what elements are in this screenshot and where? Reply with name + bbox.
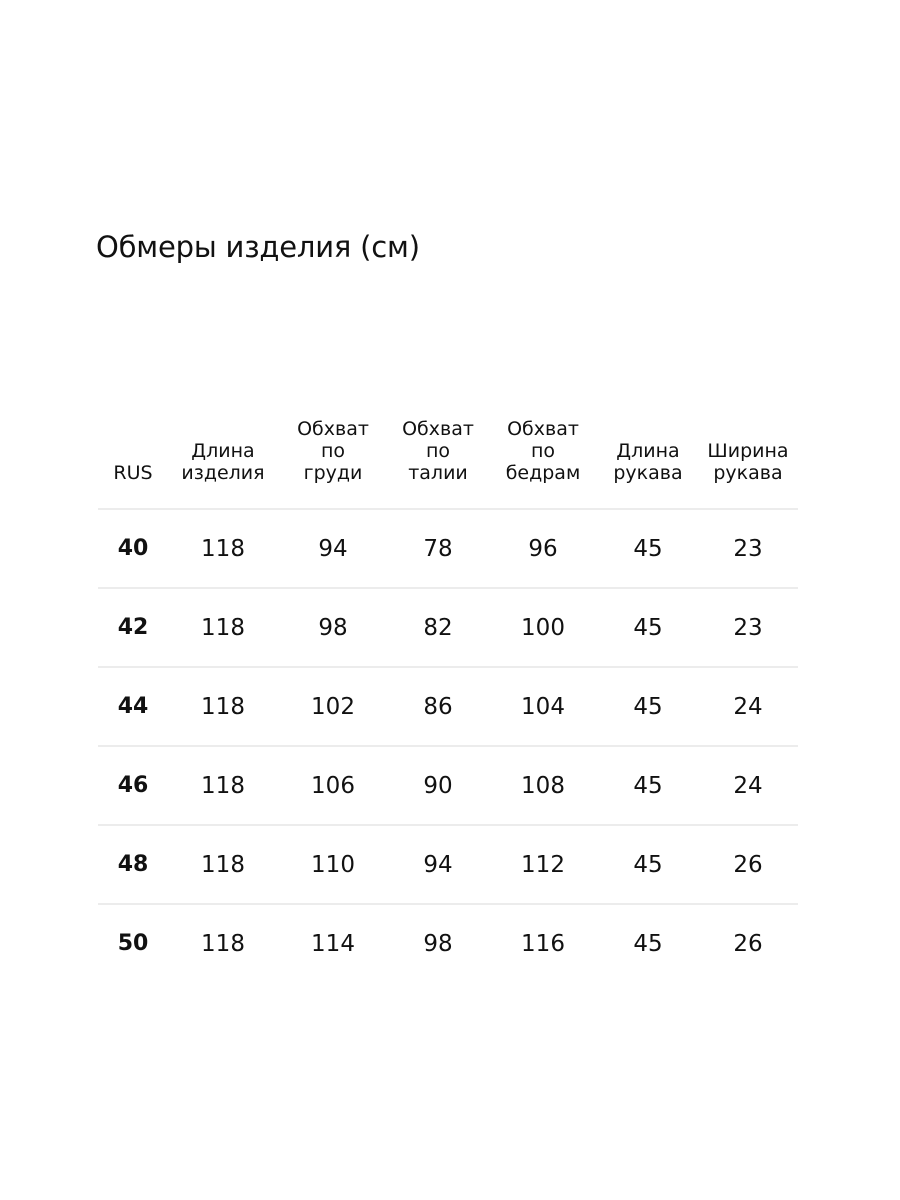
table-cell: 45 [598, 825, 698, 904]
table-cell: 45 [598, 667, 698, 746]
table-cell: 82 [388, 588, 488, 667]
table-row [98, 904, 798, 982]
table-cell: 24 [698, 667, 798, 746]
table-cell: 100 [488, 588, 598, 667]
table-cell: 24 [698, 746, 798, 825]
header-item-length: Длина изделия [181, 440, 265, 484]
header-size-rus: RUS [113, 462, 153, 484]
table-cell: 102 [278, 667, 388, 746]
table-cell: 118 [168, 904, 278, 982]
size-cell: 40 [98, 509, 168, 588]
table-cell: 110 [278, 825, 388, 904]
table-cell: 116 [488, 904, 598, 982]
size-cell: 44 [98, 667, 168, 746]
header-row [98, 380, 798, 509]
table-cell: 118 [168, 588, 278, 667]
header-chest: Обхват по груди [297, 418, 369, 484]
table-cell: 118 [168, 825, 278, 904]
table-cell: 96 [488, 509, 598, 588]
table-cell: 98 [278, 588, 388, 667]
table-cell: 98 [388, 904, 488, 982]
table-cell: 112 [488, 825, 598, 904]
table-row [98, 825, 798, 904]
page-title: Обмеры изделия (см) [96, 230, 420, 264]
table-cell: 86 [388, 667, 488, 746]
table-cell: 45 [598, 904, 698, 982]
table-cell: 118 [168, 667, 278, 746]
table-cell: 114 [278, 904, 388, 982]
table-header [98, 380, 798, 509]
table-cell: 45 [598, 746, 698, 825]
table-cell: 90 [388, 746, 488, 825]
table-cell: 104 [488, 667, 598, 746]
header-sleeve-length: Длина рукава [613, 440, 683, 484]
table-cell: 23 [698, 588, 798, 667]
size-cell: 48 [98, 825, 168, 904]
header-waist: Обхват по талии [402, 418, 474, 484]
size-cell: 46 [98, 746, 168, 825]
table-cell: 118 [168, 746, 278, 825]
table-cell: 45 [598, 588, 698, 667]
table-row [98, 746, 798, 825]
table-cell: 106 [278, 746, 388, 825]
table-row [98, 667, 798, 746]
header-sleeve-width: Ширина рукава [707, 440, 789, 484]
table-cell: 45 [598, 509, 698, 588]
table-cell: 94 [388, 825, 488, 904]
size-cell: 42 [98, 588, 168, 667]
table-cell: 118 [168, 509, 278, 588]
table-cell: 23 [698, 509, 798, 588]
table-cell: 94 [278, 509, 388, 588]
table-cell: 108 [488, 746, 598, 825]
size-table [98, 380, 798, 982]
table-cell: 78 [388, 509, 488, 588]
header-hips: Обхват по бедрам [505, 418, 581, 484]
table-row [98, 509, 798, 588]
size-cell: 50 [98, 904, 168, 982]
table-row [98, 588, 798, 667]
table-cell: 26 [698, 904, 798, 982]
table-cell: 26 [698, 825, 798, 904]
table-body [98, 509, 798, 982]
